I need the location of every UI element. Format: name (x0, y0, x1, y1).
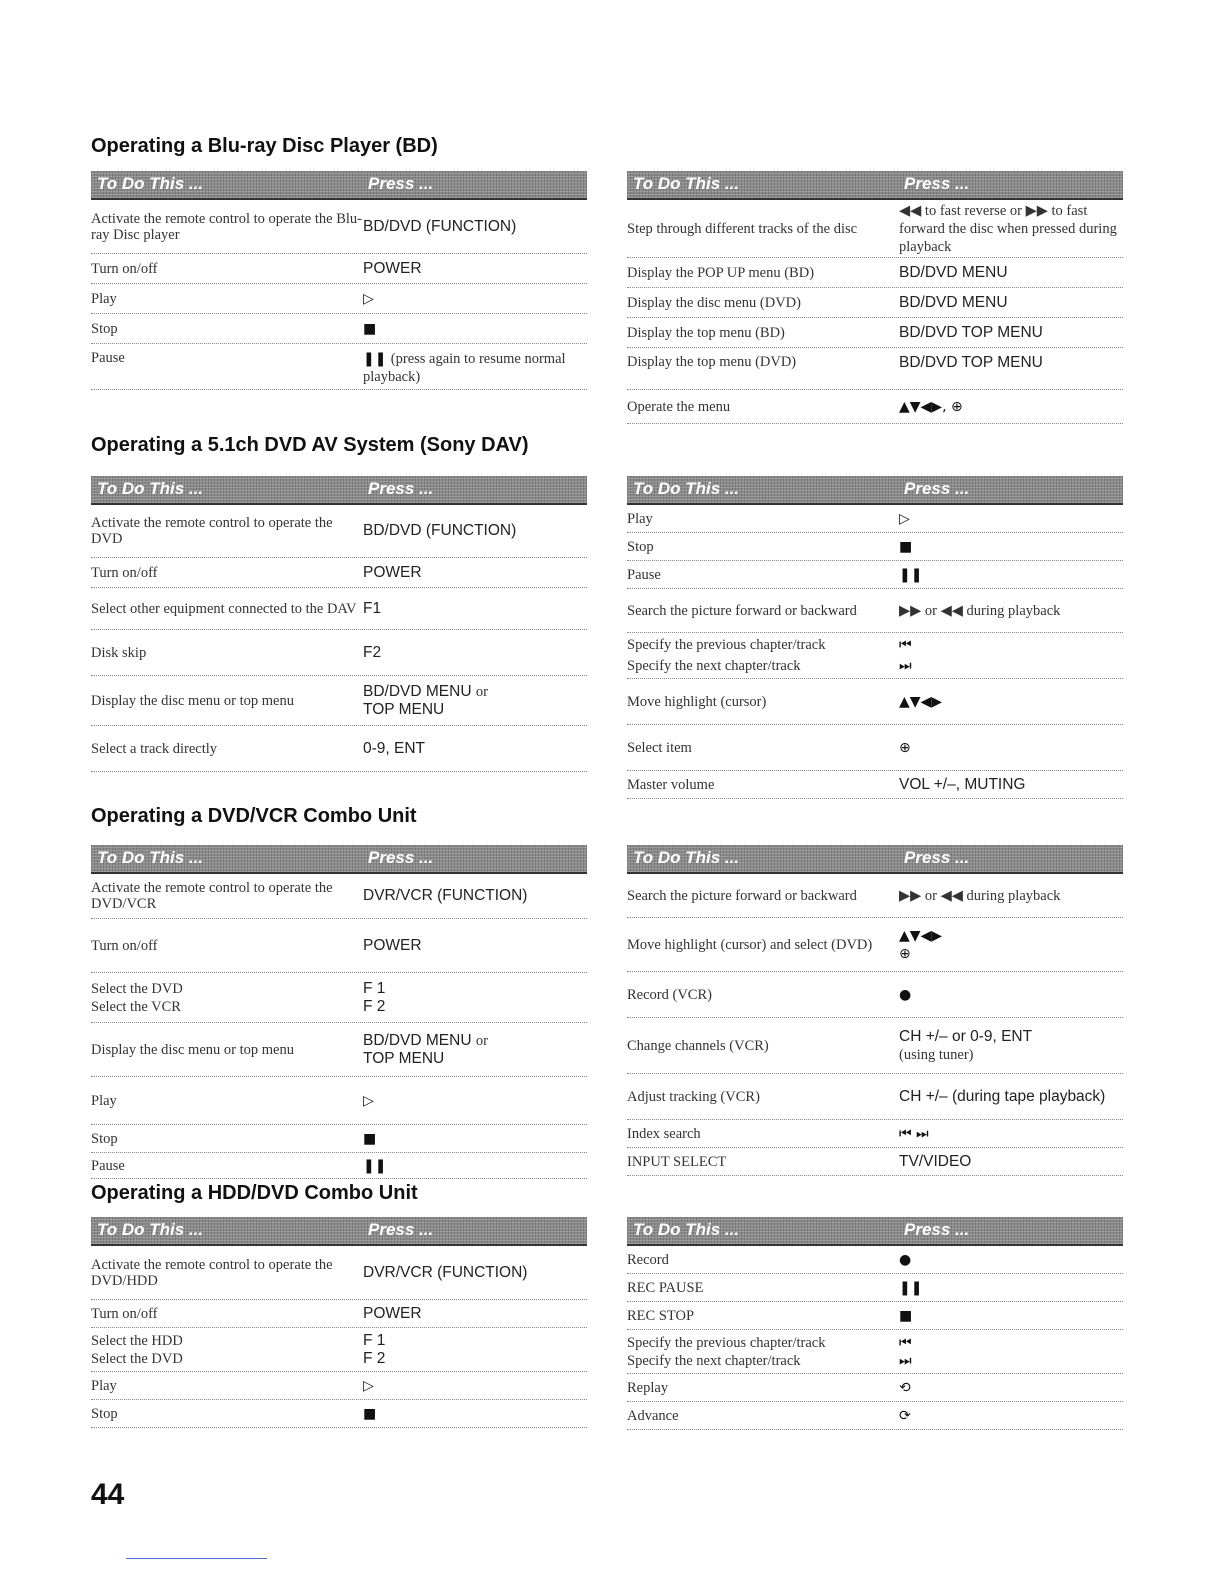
row-action: Activate the remote control to operate the Blu-ray Disc player (91, 210, 362, 243)
row-action: Master volume (627, 776, 715, 793)
section-title-vcr: Operating a DVD/VCR Combo Unit (91, 805, 417, 827)
table-row (627, 972, 1123, 1018)
table-header (627, 476, 1123, 505)
section-title-hdd: Operating a HDD/DVD Combo Unit (91, 1182, 418, 1204)
row-key-alt: TOP MENU (363, 1049, 445, 1067)
play-icon: ▷ (363, 1377, 374, 1394)
row-action: Stop (91, 1405, 118, 1422)
row-action: Activate the remote control to operate the DVD (91, 515, 333, 547)
header-press: Press ... (904, 848, 970, 867)
table-row (91, 588, 587, 630)
header-do: To Do This ... (97, 1220, 204, 1239)
row-action: Display the POP UP menu (BD) (627, 264, 815, 281)
header-press: Press ... (368, 848, 434, 867)
row-action: Search the picture forward or backward (627, 887, 857, 904)
row-action: Index search (627, 1125, 701, 1142)
table-row (627, 533, 1123, 561)
table-row (627, 1148, 1123, 1176)
header-press: Press ... (904, 479, 970, 498)
table-row (627, 1302, 1123, 1330)
row-action: Select a track directly (91, 740, 218, 757)
next-track-icon: ⏭ (899, 1352, 912, 1369)
row-action: Specify the next chapter/track (627, 1352, 801, 1369)
row-note: (using tuner) (899, 1046, 974, 1063)
table-row (91, 314, 587, 344)
bd-table-left (91, 171, 587, 390)
row-key: POWER (363, 259, 422, 277)
table-row (627, 561, 1123, 589)
table-row (627, 1120, 1123, 1148)
row-action: Operate the menu (627, 398, 731, 415)
row-action: Disk skip (91, 644, 147, 661)
row-action: Specify the next chapter/track (627, 657, 801, 674)
footer-rule (126, 1558, 267, 1559)
row-action: Specify the previous chapter/track (627, 1334, 826, 1351)
row-key: BD/DVD TOP MENU (899, 354, 1043, 371)
row-key: DVR/VCR (FUNCTION) (363, 1263, 528, 1281)
header-do: To Do This ... (97, 174, 204, 193)
row-key: ▶▶ or ◀◀ during playback (899, 887, 1061, 904)
row-key: F1 (363, 599, 382, 617)
previous-track-icon: ⏮ (899, 1334, 912, 1351)
next-track-icon: ⏭ (899, 657, 912, 674)
row-action: REC STOP (627, 1307, 695, 1324)
row-action: Turn on/off (91, 260, 158, 277)
row-key-or: or (475, 683, 488, 700)
table-row (91, 1246, 587, 1300)
row-action: Activate the remote control to operate the DVD/HDD (91, 1256, 333, 1289)
row-action: Change channels (VCR) (627, 1037, 769, 1054)
table-row (91, 558, 587, 588)
table-header (627, 1217, 1123, 1246)
row-key: 0-9, ENT (363, 739, 426, 757)
row-action: INPUT SELECT (627, 1153, 727, 1170)
row-action: Search the picture forward or backward (627, 602, 857, 619)
header-press: Press ... (368, 479, 434, 498)
header-do: To Do This ... (97, 479, 204, 498)
table-row (627, 390, 1123, 424)
header-do: To Do This ... (633, 848, 740, 867)
table-row (627, 200, 1123, 258)
row-action: Select other equipment connected to the DAV (91, 600, 357, 617)
table-row (91, 919, 587, 973)
row-key: F 2 (363, 1349, 386, 1367)
pause-icon: ❚❚ (363, 1157, 387, 1174)
stop-icon: ■ (363, 320, 377, 337)
header-press: Press ... (368, 174, 434, 193)
stop-icon: ■ (363, 1405, 377, 1422)
row-action: Play (91, 1377, 117, 1394)
table-row (627, 1402, 1123, 1430)
table-row (91, 630, 587, 676)
row-action: Turn on/off (91, 564, 158, 581)
previous-track-icon: ⏮ (899, 637, 912, 654)
table-row (627, 918, 1123, 972)
row-action: Select item (627, 739, 692, 756)
row-action: Play (91, 1092, 117, 1109)
stop-icon: ■ (899, 1307, 913, 1324)
dav-table-left (91, 476, 587, 772)
enter-icon: ⊕ (899, 945, 911, 962)
row-action: Adjust tracking (VCR) (627, 1088, 760, 1105)
row-key-alt: TOP MENU (363, 700, 445, 718)
row-action: Turn on/off (91, 937, 158, 954)
table-row (627, 1074, 1123, 1120)
play-icon: ▷ (363, 290, 374, 307)
row-action: Display the top menu (BD) (627, 324, 785, 341)
table-row (91, 1153, 587, 1179)
table-row (627, 725, 1123, 771)
row-action: Stop (91, 320, 118, 337)
row-action: Record (627, 1251, 669, 1268)
table-header (627, 845, 1123, 874)
section-title-dav: Operating a 5.1ch DVD AV System (Sony DAV) (91, 434, 529, 456)
row-key: BD/DVD (FUNCTION) (363, 522, 517, 539)
table-row (627, 505, 1123, 533)
table-row (627, 771, 1123, 799)
table-row (627, 1330, 1123, 1374)
row-action: Select the HDD (91, 1332, 183, 1349)
row-action: Select the DVD (91, 1350, 183, 1367)
record-icon: ● (899, 1251, 912, 1268)
row-note: (press again to resume normal playback) (363, 351, 566, 385)
table-row (91, 1077, 587, 1125)
row-action: Move highlight (cursor) (627, 693, 767, 710)
row-action: Play (627, 510, 653, 527)
row-key: CH +/– or 0-9, ENT (899, 1027, 1033, 1045)
table-row (627, 1274, 1123, 1302)
table-row (91, 1300, 587, 1328)
row-key: BD/DVD MENU (899, 293, 1008, 311)
play-icon: ▷ (363, 1092, 374, 1109)
pause-icon: ❚❚ (363, 351, 387, 367)
table-row (91, 1400, 587, 1428)
row-key: BD/DVD MENU (899, 263, 1008, 281)
table-row (627, 348, 1123, 390)
row-key: BD/DVD TOP MENU (899, 323, 1043, 341)
table-row (91, 973, 587, 1023)
row-key: ◀◀ to fast reverse or ▶▶ to fast forward the disc when pressed during playback (899, 202, 1117, 255)
table-row (91, 505, 587, 558)
header-do: To Do This ... (633, 174, 740, 193)
row-key: ▶▶ or ◀◀ during playback (899, 602, 1061, 619)
row-key: F 1 (363, 1331, 386, 1349)
table-row (627, 679, 1123, 725)
table-header (627, 171, 1123, 200)
play-icon: ▷ (899, 510, 910, 527)
bd-table-right (627, 171, 1123, 424)
table-row (627, 1246, 1123, 1274)
table-row (91, 1125, 587, 1153)
row-action: Turn on/off (91, 1305, 158, 1322)
stop-icon: ■ (899, 538, 913, 555)
arrow-keys-icon: ▲▼◀▶, ⊕ (899, 398, 963, 415)
row-key: POWER (363, 1304, 422, 1322)
table-header (91, 171, 587, 200)
row-action: Advance (627, 1407, 679, 1424)
table-row (91, 200, 587, 254)
row-action: Pause (91, 1157, 125, 1174)
advance-icon: ⟳ (899, 1407, 911, 1424)
arrow-keys-icon: ▲▼◀▶ (899, 927, 943, 944)
row-action: Record (VCR) (627, 986, 712, 1003)
header-do: To Do This ... (97, 848, 204, 867)
table-row (91, 676, 587, 726)
row-key: CH +/– (during tape playback) (899, 1087, 1106, 1105)
row-action: Pause (627, 566, 661, 583)
row-key: TV/VIDEO (899, 1152, 972, 1170)
table-row (91, 1328, 587, 1372)
table-row (627, 1018, 1123, 1074)
arrow-keys-icon: ▲▼◀▶ (899, 693, 943, 710)
table-header (91, 845, 587, 874)
pause-icon: ❚❚ (899, 1279, 923, 1296)
table-row (627, 288, 1123, 318)
row-key-or: or (475, 1032, 488, 1049)
table-row (627, 633, 1123, 679)
index-search-icon: ⏮ ⏭ (899, 1125, 929, 1142)
row-action: Replay (627, 1379, 669, 1396)
row-action: REC PAUSE (627, 1279, 704, 1296)
table-row (627, 318, 1123, 348)
row-action: Display the disc menu (DVD) (627, 294, 801, 311)
row-action: Stop (627, 538, 654, 555)
row-key: BD/DVD (FUNCTION) (363, 217, 517, 235)
table-row (91, 254, 587, 284)
table-row (91, 1023, 587, 1077)
enter-icon: ⊕ (899, 739, 911, 756)
row-action: Specify the previous chapter/track (627, 637, 826, 654)
table-row (627, 258, 1123, 288)
row-key: BD/DVD MENU (363, 682, 472, 700)
dav-table-right (627, 476, 1123, 799)
row-key: F2 (363, 643, 382, 661)
row-key: POWER (363, 936, 422, 954)
stop-icon: ■ (363, 1130, 377, 1147)
row-action: Move highlight (cursor) and select (DVD) (627, 936, 873, 953)
table-row (91, 874, 587, 919)
table-row (627, 874, 1123, 918)
row-key: BD/DVD MENU (363, 1031, 472, 1049)
table-row (627, 1374, 1123, 1402)
section-title-bd: Operating a Blu-ray Disc Player (BD) (91, 135, 438, 157)
header-press: Press ... (904, 174, 970, 193)
table-header (91, 1217, 587, 1246)
table-row (91, 726, 587, 772)
row-action: Pause (91, 350, 125, 366)
vcr-table-right (627, 845, 1123, 1176)
row-key: F 2 (363, 997, 386, 1015)
table-row (91, 344, 587, 390)
row-action: Step through different tracks of the disc (627, 220, 858, 237)
table-row (91, 284, 587, 314)
row-action: Activate the remote control to operate the DVD/VCR (91, 880, 333, 912)
hdd-table-right (627, 1217, 1123, 1430)
row-key: VOL +/–, MUTING (899, 775, 1026, 793)
table-row (91, 1372, 587, 1400)
replay-icon: ⟲ (899, 1379, 911, 1396)
row-action: Select the VCR (91, 998, 181, 1015)
row-key: F 1 (363, 979, 386, 997)
row-action: Display the top menu (DVD) (627, 354, 797, 370)
row-action: Display the disc menu or top menu (91, 692, 294, 709)
pause-icon: ❚❚ (899, 566, 923, 583)
row-action: Play (91, 290, 117, 307)
header-do: To Do This ... (633, 1220, 740, 1239)
vcr-table-left (91, 845, 587, 1179)
hdd-table-left (91, 1217, 587, 1428)
page-number: 44 (91, 1478, 125, 1511)
header-do: To Do This ... (633, 479, 740, 498)
row-action: Stop (91, 1130, 118, 1147)
row-key: DVR/VCR (FUNCTION) (363, 887, 528, 904)
row-key: POWER (363, 563, 422, 581)
header-press: Press ... (904, 1220, 970, 1239)
table-header (91, 476, 587, 505)
row-action: Select the DVD (91, 980, 183, 997)
record-icon: ● (899, 986, 912, 1003)
table-row (627, 589, 1123, 633)
header-press: Press ... (368, 1220, 434, 1239)
row-action: Display the disc menu or top menu (91, 1041, 294, 1058)
